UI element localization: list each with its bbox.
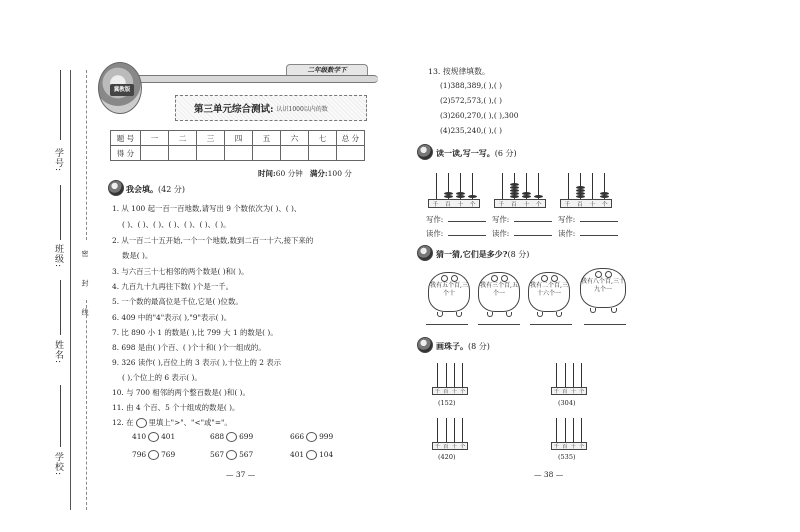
- score-cell: 题 号: [111, 131, 141, 146]
- compare-item: [290, 432, 333, 442]
- section13-title: 13. 按规律填数。: [428, 67, 490, 76]
- score-table-score-row: [111, 146, 365, 161]
- bubble-text: 我有三个百,五个一: [480, 282, 518, 297]
- frame-number: (535): [558, 453, 576, 461]
- edition-badge: 冀教版: [110, 84, 134, 96]
- section2-title-text: 读一读,写一写。: [436, 148, 495, 158]
- frame-base: 千 百 十 个: [551, 442, 587, 450]
- time-info: [258, 168, 352, 179]
- score-cell: 一: [141, 131, 169, 146]
- question-12-suffix: 里填上">"、"<"或"="。: [148, 418, 232, 427]
- time-value: 60 分钟: [275, 169, 303, 178]
- score-blank[interactable]: [225, 146, 253, 161]
- score-blank[interactable]: [197, 146, 225, 161]
- bead-frame-3[interactable]: [432, 418, 468, 450]
- compare-right: 999: [319, 432, 334, 441]
- class-label: 班级:: [53, 244, 63, 269]
- question-2b: 数是( )。: [122, 251, 153, 260]
- question-5: 5. 一个数的最高位是千位,它是( )位数。: [112, 297, 243, 306]
- pattern-row-4: (4)235,240,( ),( ): [440, 126, 502, 135]
- score-table-header-row: [111, 131, 365, 146]
- frame-base: 千 百 十 个: [432, 387, 468, 395]
- name-label: 姓名:: [53, 340, 63, 365]
- abacus-base: 千 百 十 个: [560, 199, 612, 208]
- abacus-3: [560, 166, 612, 208]
- compare-circle[interactable]: [306, 450, 317, 460]
- compare-item: [210, 450, 253, 460]
- write-label: 写作:: [426, 215, 444, 224]
- guess-bubble-4: [580, 268, 626, 308]
- section2-title: [436, 148, 517, 159]
- section-icon: [417, 245, 433, 261]
- compare-left: 401: [290, 450, 305, 459]
- compare-item: [290, 450, 333, 460]
- compare-left: 796: [132, 450, 147, 459]
- question-10: 10. 与 700 相邻的两个整百数是( )和( )。: [112, 388, 250, 397]
- bubble-text: 我有五个百,三个十: [430, 282, 468, 297]
- question-9a: 9. 326 读作( ),百位上的 3 表示( ),十位上的 2 表示: [112, 358, 282, 367]
- score-label: 满分:: [309, 169, 328, 178]
- score-blank[interactable]: [169, 146, 197, 161]
- guess-answer-blank[interactable]: [478, 324, 520, 325]
- abacus-2: [494, 166, 546, 208]
- write-blank[interactable]: [580, 221, 618, 222]
- read-label: 读作:: [558, 229, 576, 238]
- guess-answer-blank[interactable]: [426, 324, 468, 325]
- header-bar: [108, 75, 378, 83]
- test-title-box: [175, 95, 367, 121]
- section-icon: [417, 337, 433, 353]
- section-icon: [108, 180, 124, 196]
- score-cell: 五: [253, 131, 281, 146]
- score-cell: 得 分: [111, 146, 141, 161]
- question-1a: 1. 从 100 起一百一百地数,请写出 9 个数依次为( )、( )、: [112, 204, 302, 213]
- compare-right: 567: [239, 450, 254, 459]
- pattern-row-2: (2)572,573,( ),( ): [440, 96, 502, 105]
- compare-item: [132, 450, 175, 460]
- time-label: 时间:: [258, 169, 276, 178]
- seal-dash-top: [86, 70, 87, 240]
- seal-dash-bottom: [86, 300, 87, 510]
- score-cell: 三: [197, 131, 225, 146]
- section1-points: (42 分): [158, 185, 185, 194]
- frame-base: 千 百 十 个: [432, 442, 468, 450]
- read-blank[interactable]: [514, 235, 552, 236]
- question-3: 3. 与六百三十七相邻的两个数是( )和( )。: [112, 267, 249, 276]
- compare-right: 104: [319, 450, 334, 459]
- frame-number: (420): [438, 453, 456, 461]
- score-blank[interactable]: [309, 146, 337, 161]
- write-blank[interactable]: [448, 221, 486, 222]
- student-id-label: 学号:: [53, 148, 63, 173]
- page-number-right: — 38 —: [534, 470, 564, 479]
- score-cell: 四: [225, 131, 253, 146]
- abacus-base: 千 百 十 个: [494, 199, 546, 208]
- question-6: 6. 409 中的"4"表示( ),"9"表示( )。: [112, 313, 232, 322]
- section1-title: [126, 184, 185, 195]
- read-label: 读作:: [426, 229, 444, 238]
- bead-frame-1[interactable]: [432, 363, 468, 395]
- question-1b: ( )、( )、( )、( )、( )、( )、( )。: [122, 220, 231, 229]
- pattern-row-3: (3)260,270,( ),( ),300: [440, 111, 519, 120]
- circle-icon: [136, 418, 147, 428]
- compare-circle[interactable]: [148, 450, 159, 460]
- bead-frame-4[interactable]: [551, 418, 587, 450]
- seal-line-label: 密 封 线: [81, 250, 89, 326]
- class-fill-line: [60, 185, 61, 240]
- score-blank[interactable]: [337, 146, 365, 161]
- id-fill-line: [60, 70, 61, 140]
- guess-answer-blank[interactable]: [584, 324, 626, 325]
- margin-line: [70, 70, 71, 510]
- name-fill-line: [60, 280, 61, 335]
- section-icon: [417, 144, 433, 160]
- compare-left: 666: [290, 432, 305, 441]
- bubble-text: 我有二个百,三十六个一: [530, 282, 568, 297]
- section1-title-text: 我会填。: [126, 184, 158, 194]
- compare-circle[interactable]: [226, 432, 237, 442]
- guess-bubble-1: [428, 272, 470, 312]
- test-subtitle: 认识1000以内的数: [276, 105, 328, 113]
- question-12-prefix: 12. 在: [112, 418, 134, 427]
- score-cell: 二: [169, 131, 197, 146]
- bead-frame-2[interactable]: [551, 363, 587, 395]
- compare-item: [132, 432, 175, 442]
- compare-left: 410: [132, 432, 147, 441]
- school-label: 学校:: [53, 452, 63, 477]
- guess-bubble-3: [528, 272, 570, 312]
- question-9b: ( ),个位上的 6 表示( )。: [122, 373, 202, 382]
- section2-points: (6 分): [494, 149, 517, 158]
- section4-points: (8 分): [468, 342, 490, 351]
- bubble-text: 我有八个百,三十九个一: [581, 278, 625, 293]
- compare-circle[interactable]: [226, 450, 237, 460]
- test-title: 第三单元综合测试:: [194, 104, 274, 115]
- score-blank[interactable]: [141, 146, 169, 161]
- compare-right: 769: [161, 450, 176, 459]
- write-blank[interactable]: [514, 221, 552, 222]
- score-blank[interactable]: [281, 146, 309, 161]
- question-2a: 2. 从一百二十五开始,一个一个地数,数到二百一十六,接下来的: [112, 236, 314, 245]
- pattern-row-1: (1)388,389,( ),( ): [440, 81, 502, 90]
- section3-points: (8 分): [507, 250, 530, 259]
- school-fill-line: [60, 385, 61, 447]
- section4-title-text: 画珠子。: [436, 341, 468, 351]
- abacus-base: 千 百 十 个: [428, 199, 480, 208]
- frame-base: 千 百 十 个: [551, 387, 587, 395]
- score-cell: 七: [309, 131, 337, 146]
- score-table: [110, 130, 365, 161]
- section3-title-text: 猜一猜,它们是多少?: [436, 249, 508, 259]
- section4-title: [436, 341, 490, 352]
- read-blank[interactable]: [448, 235, 486, 236]
- score-cell: 六: [281, 131, 309, 146]
- guess-bubble-2: [478, 272, 520, 312]
- score-value: 100 分: [327, 169, 352, 178]
- guess-answer-blank[interactable]: [530, 324, 572, 325]
- compare-circle[interactable]: [306, 432, 317, 442]
- page-number-left: — 37 —: [226, 470, 256, 479]
- compare-item: [210, 432, 253, 442]
- write-label: 写作:: [492, 215, 510, 224]
- question-11: 11. 由 4 个百、5 个十组成的数是( )。: [112, 403, 240, 412]
- section3-title: [436, 249, 529, 260]
- question-7: 7. 比 890 小 1 的数是( ),比 799 大 1 的数是( )。: [112, 328, 278, 337]
- write-label: 写作:: [558, 215, 576, 224]
- compare-circle[interactable]: [148, 432, 159, 442]
- compare-left: 567: [210, 450, 225, 459]
- frame-number: (152): [438, 399, 456, 407]
- read-blank[interactable]: [580, 235, 618, 236]
- compare-left: 688: [210, 432, 225, 441]
- compare-right: 401: [161, 432, 176, 441]
- frame-number: (304): [558, 399, 576, 407]
- question-4: 4. 九百九十九再往下数( )个是一千。: [112, 282, 233, 291]
- score-blank[interactable]: [253, 146, 281, 161]
- question-12: [112, 417, 232, 428]
- score-cell: 总 分: [337, 131, 365, 146]
- read-label: 读作:: [492, 229, 510, 238]
- compare-right: 699: [239, 432, 254, 441]
- abacus-1: [428, 166, 480, 208]
- grade-label: 二年级数学下: [286, 64, 368, 75]
- question-8: 8. 698 是由( )个百、( )个十和( )个一组成的。: [112, 343, 266, 352]
